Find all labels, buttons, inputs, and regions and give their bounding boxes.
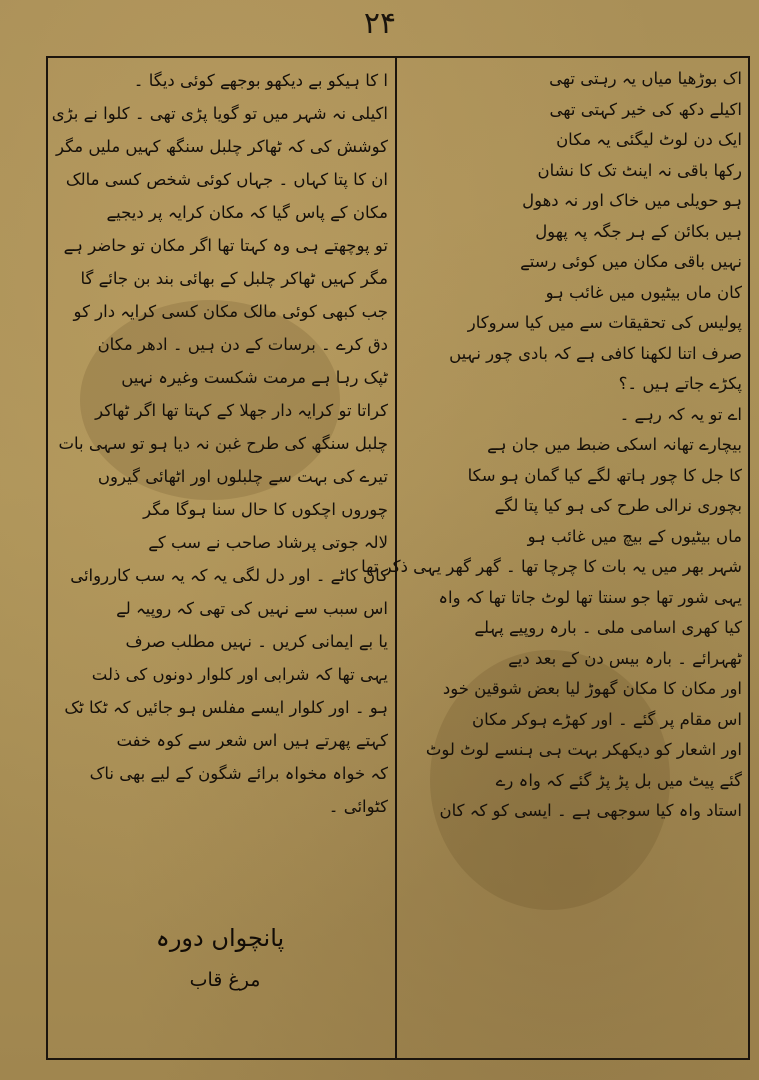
- text-line: کیا کھری اسامی ملی ۔ بارہ روپیے پہلے: [474, 618, 742, 637]
- text-line: مکان کے پاس گیا کہ مکان کرایہ پر دیجیے: [106, 203, 388, 222]
- text-line: ٹپک رہا ہے مرمت شکست وغیرہ نہیں: [121, 368, 388, 387]
- text-line: استاد واہ کیا سوجھی ہے ۔ ایسی کو کہ کان: [439, 801, 742, 820]
- text-line: اکیلی نہ شہر میں تو گویا پڑی تھی ۔ کلوا نے بڑی: [51, 104, 388, 123]
- text-line: کہ خواہ مخواہ برائے شگون کے لیے بھی ناک: [89, 764, 388, 783]
- text-line: تو پوچھتے ہی وہ کہتا تھا اگر مکان تو حاضر ہے: [63, 236, 388, 255]
- text-line: یہی شور تھا جو سنتا تھا لوٹ جاتا تھا کہ واہ: [438, 587, 742, 607]
- right-column: [361, 64, 742, 827]
- text-line: مگر کہیں ٹھاکر چلبل کے بھائی بند بن جائے گا: [80, 269, 388, 288]
- text-line: ہو حویلی میں خاک اور نہ دھول: [522, 191, 742, 210]
- text-line: کہتے پھرتے ہیں اس شعر سے کوہ خفت: [116, 731, 388, 750]
- text-line: چلبل سنگھ کی طرح غبن نہ دیا ہو تو سہی بات: [58, 434, 388, 453]
- text-line: رکھا باقی نہ اینٹ تک کا نشان: [537, 160, 742, 180]
- text-line: اس مقام پر گئے ۔ اور کھڑے ہوکر مکان: [472, 709, 742, 729]
- text-line: لالہ جوتی پرشاد صاحب نے سب کے: [148, 533, 388, 552]
- text-line: ماں بیٹیوں کے بیچ میں غائب ہو: [527, 526, 742, 546]
- text-line: کان کاٹے ۔ اور دل لگی یہ کہ یہ سب کارروائی: [70, 566, 388, 585]
- text-line: تیرے کی بہت سے چلبلوں اور اٹھائی گیروں: [97, 467, 388, 486]
- text-line: اکیلے دکھ کی خیر کہتی تھی: [549, 99, 742, 119]
- text-line: جب کبھی کوئی مالک مکان کسی کرایہ دار کو: [73, 302, 388, 321]
- text-line: چوروں اچکوں کا حال سنا ہوگا مگر: [143, 500, 388, 519]
- page-number: ۲۴: [363, 6, 397, 41]
- text-line: بیچارے تھانہ اسکی ضبط میں جان ہے: [487, 435, 742, 454]
- text-line: کوشش کی کہ ٹھاکر چلبل سنگھ کہیں ملیں مگر: [56, 137, 388, 156]
- text-line: ٹھہرائے ۔ بارہ بیس دن کے بعد دیے: [508, 648, 742, 668]
- text-line: اور اشعار کو دیکھکر بہت ہی ہنسے لوٹ لوٹ: [425, 740, 742, 759]
- section-heading: پانچواں دورہ: [155, 924, 285, 952]
- text-line: ان کا پتا کہاں ۔ جہاں کوئی شخص کسی مالک: [65, 170, 388, 189]
- text-line: پکڑے جاتے ہیں ۔؟: [618, 374, 742, 393]
- text-line: کا جل کا چور ہاتھ لگے کیا گمان ہو سکا: [467, 465, 742, 485]
- text-line: صرف اتنا لکھنا کافی ہے کہ بادی چور نہیں: [449, 343, 742, 363]
- text-line: اور مکان کا مکان گھوڑ لیا بعض شوقین خود: [442, 679, 742, 698]
- text-line: ایک دن لوٹ لیگئی یہ مکان: [556, 130, 742, 149]
- section-subheading: مرغ قاب: [189, 969, 261, 991]
- text-line: ہو ۔ اور کلوار ایسے مفلس ہو جائیں کہ ٹکا ٹک: [64, 698, 388, 717]
- text-line: دق کرے ۔ برسات کے دن ہیں ۔ ادھر مکان: [97, 335, 388, 354]
- text-line: یا بے ایمانی کریں ۔ نہیں مطلب صرف: [125, 632, 388, 651]
- text-line: اس سبب سے نہیں کی تھی کہ روپیہ لے: [116, 599, 388, 618]
- text-line: ا کا ہیکو بے دیکھو بوجھے کوئی دیگا ۔: [133, 71, 388, 90]
- text-line: پولیس کی تحقیقات سے میں کیا سروکار: [467, 313, 742, 332]
- text-line: ہیں بکائن کے ہر جگہ پہ پھول: [535, 221, 742, 241]
- text-line: بچوری نرالی طرح کی ہو کیا پتا لگے: [494, 496, 742, 515]
- left-column: [51, 64, 388, 823]
- text-line: کان ماں بیٹیوں میں غائب ہو: [545, 282, 742, 302]
- text-line: یہی تھا کہ شرابی اور کلوار دونوں کی ذلت: [91, 665, 388, 684]
- text-line: گئے پیٹ میں بل پڑ پڑ گئے کہ واہ رے: [495, 770, 742, 790]
- text-line: کراتا تو کرایہ دار جھلا کے کہتا تھا اگر ٹھاکر: [95, 401, 388, 420]
- text-line: کٹوائی ۔: [328, 797, 388, 816]
- text-line: نہیں باقی مکان میں کوئی رستے: [520, 252, 742, 271]
- text-line: شہر بھر میں یہ بات کا چرچا تھا ۔ گھر گھر یہی ذکر تھا: [361, 557, 742, 576]
- text-line: اے تو یہ کہ رہے ۔: [619, 404, 742, 424]
- text-line: اک بوڑھیا میاں یہ رہتی تھی: [549, 69, 742, 88]
